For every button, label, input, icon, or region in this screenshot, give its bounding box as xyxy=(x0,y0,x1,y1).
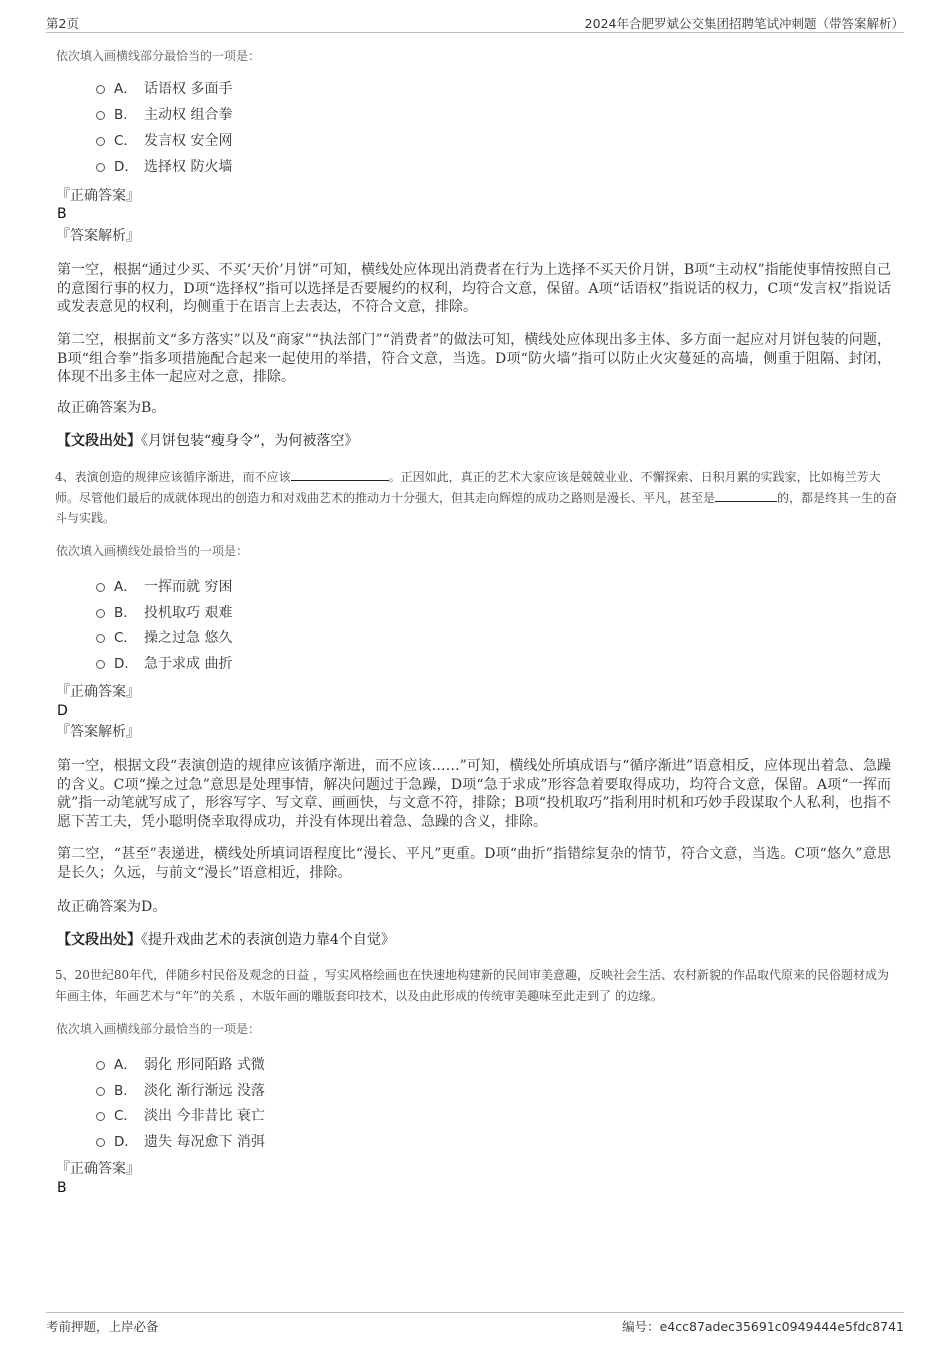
option-letter: D． xyxy=(114,159,138,175)
q3-analysis-paragraph-2: 第二空，根据前文“多方落实”以及“商家”“执法部门”“消费者”的做法可知，横线处应体现出多主体、多方面一起应对月饼包装的问题，B项“组合拳”指多项措施配合起来一起使用的举措，符合文意，当选。D项“防火墙”指可以防止火灾蔓延的高墙，侧重于阻隔、封闭，体现不出多主体一起应对之意，排除。 xyxy=(57,332,891,385)
option-text: 发言权 安全网 xyxy=(144,133,233,149)
option-letter: D． xyxy=(114,656,138,672)
q4-conclusion: 故正确答案为D。 xyxy=(57,899,167,915)
blank-line xyxy=(715,489,777,502)
option-text: 淡化 渐行渐远 没落 xyxy=(144,1083,265,1099)
option-text: 话语权 多面手 xyxy=(144,81,233,97)
option-text: 遗失 每况愈下 消弭 xyxy=(144,1134,265,1150)
footer-slogan: 考前押题，上岸必备 xyxy=(46,1319,159,1334)
q4-question-text xyxy=(55,467,900,529)
radio-icon[interactable] xyxy=(96,660,105,669)
q4-source xyxy=(57,930,395,950)
option-letter: B． xyxy=(114,605,137,621)
option-text: 投机取巧 艰难 xyxy=(144,605,233,621)
q4-analysis-label: 『答案解析』 xyxy=(56,724,140,740)
q4-text-part3: 的，都是终其一生的奋斗与实践。 xyxy=(55,490,898,525)
option-letter: A． xyxy=(114,1057,137,1073)
source-title: 《提升戏曲艺术的表演创造力靠4个自觉》 xyxy=(141,932,395,948)
q3-analysis-label: 『答案解析』 xyxy=(56,228,140,244)
option-letter: B． xyxy=(114,1083,137,1099)
option-text: 淡出 今非昔比 衰亡 xyxy=(144,1108,265,1124)
option-letter: A． xyxy=(114,579,137,595)
q3-answer-label: 『正确答案』 xyxy=(56,188,140,204)
q4-answer-label: 『正确答案』 xyxy=(56,684,140,700)
blank-line xyxy=(291,468,389,481)
page-footer xyxy=(46,1312,904,1335)
radio-icon[interactable] xyxy=(96,634,105,643)
q4-text-part1: 4、表演创造的规律应该循序渐进，而不应该 xyxy=(55,470,291,484)
radio-icon[interactable] xyxy=(96,1138,105,1147)
radio-icon[interactable] xyxy=(96,1087,105,1096)
document-title: 2024年合肥罗斌公交集团招聘笔试冲刺题（带答案解析） xyxy=(584,16,904,31)
q5-question-text: 5、20世纪80年代，伴随乡村民俗及观念的日益 ，写实风格绘画也在快速地构建新的民间审美意趣，反映社会生活、农村新貌的作品取代原来的民俗题材成为年画主体，年画艺术与“年”的关系 ，木版年画的雕版套印技术，以及由此形成的传统审美趣味至此走到了 的边缘。 xyxy=(55,968,889,1003)
option-letter: C． xyxy=(114,630,137,646)
radio-icon[interactable] xyxy=(96,163,105,172)
q3-answer: B xyxy=(57,206,67,222)
radio-icon[interactable] xyxy=(96,583,105,592)
radio-icon[interactable] xyxy=(96,1061,105,1070)
q3-conclusion: 故正确答案为B。 xyxy=(57,400,166,416)
q4-prompt: 依次填入画横线处最恰当的一项是： xyxy=(56,544,249,558)
q5-answer: B xyxy=(57,1180,67,1196)
radio-icon[interactable] xyxy=(96,111,105,120)
page-number: 第2页 xyxy=(46,16,79,31)
option-text: 急于求成 曲折 xyxy=(144,656,233,672)
option-text: 弱化 形同陌路 式微 xyxy=(144,1057,265,1073)
option-letter: A． xyxy=(114,81,137,97)
q5-answer-label: 『正确答案』 xyxy=(56,1161,140,1177)
source-label: 【文段出处】 xyxy=(57,932,141,948)
radio-icon[interactable] xyxy=(96,609,105,618)
q5-prompt: 依次填入画横线部分最恰当的一项是： xyxy=(56,1022,261,1036)
q4-analysis-paragraph-2: 第二空，“甚至”表递进，横线处所填词语程度比“漫长、平凡”更重。D项“曲折”指错综复杂的情节，符合文意，当选。C项“悠久”意思是长久；久远，与前文“漫长”语意相近，排除。 xyxy=(57,846,891,881)
q3-prompt: 依次填入画横线部分最恰当的一项是： xyxy=(56,49,261,63)
option-text: 主动权 组合拳 xyxy=(144,107,233,123)
q4-analysis-paragraph-1: 第一空，根据文段“表演创造的规律应该循序渐进，而不应该……”可知，横线处所填成语与“循序渐进”语意相反，应体现出着急、急躁的含义。C项“操之过急”意思是处理事情，解决问题过于急躁，D项“急于求成”形容急着要取得成功，均符合文意，保留。A项“一挥而就”指一动笔就写成了，形容写字、写文章、画画快，与文意不符，排除；B项“投机取巧”指利用时机和巧妙手段谋取个人私利，也指不愿下苦工夫，凭小聪明侥幸取得成功，并没有体现出着急、急躁的含义，排除。 xyxy=(57,758,891,830)
option-text: 操之过急 悠久 xyxy=(144,630,233,646)
radio-icon[interactable] xyxy=(96,137,105,146)
q4-text-part2: 。正因如此，真正的艺术大家应该是兢兢业业、不懈探索、日积月累的实践家，比如梅兰芳大师。尽管他们最后的成就体现出的创造力和对戏曲艺术的推动力十分强大，但其走向辉煌的成功之路则是漫长、平凡，甚至是 xyxy=(55,470,881,505)
page-header xyxy=(46,12,904,33)
option-text: 一挥而就 穷困 xyxy=(144,579,233,595)
source-title: 《月饼包装“瘦身令”，为何被落空》 xyxy=(141,433,359,449)
document-id: 编号：e4cc87adec35691c0949444e5fdc8741 xyxy=(622,1319,904,1334)
option-letter: C． xyxy=(114,133,137,149)
option-letter: C． xyxy=(114,1108,137,1124)
radio-icon[interactable] xyxy=(96,1112,105,1121)
option-text: 选择权 防火墙 xyxy=(144,159,233,175)
option-letter: D． xyxy=(114,1134,138,1150)
source-label: 【文段出处】 xyxy=(57,433,141,449)
q3-analysis-paragraph-1: 第一空，根据“通过少买、不买‘天价’月饼”可知，横线处应体现出消费者在行为上选择不买天价月饼，B项“主动权”指能使事情按照自己的意图行事的权力，D项“选择权”指可以选择是否要履约的权利，均符合文意，保留。A项“话语权”指说话的权力，C项“发言权”指说话或发表意见的权利，均侧重于在语言上去表达，不符合文意，排除。 xyxy=(57,262,891,315)
q4-answer: D xyxy=(57,703,68,719)
radio-icon[interactable] xyxy=(96,85,105,94)
q3-source xyxy=(57,431,358,451)
option-letter: B． xyxy=(114,107,137,123)
